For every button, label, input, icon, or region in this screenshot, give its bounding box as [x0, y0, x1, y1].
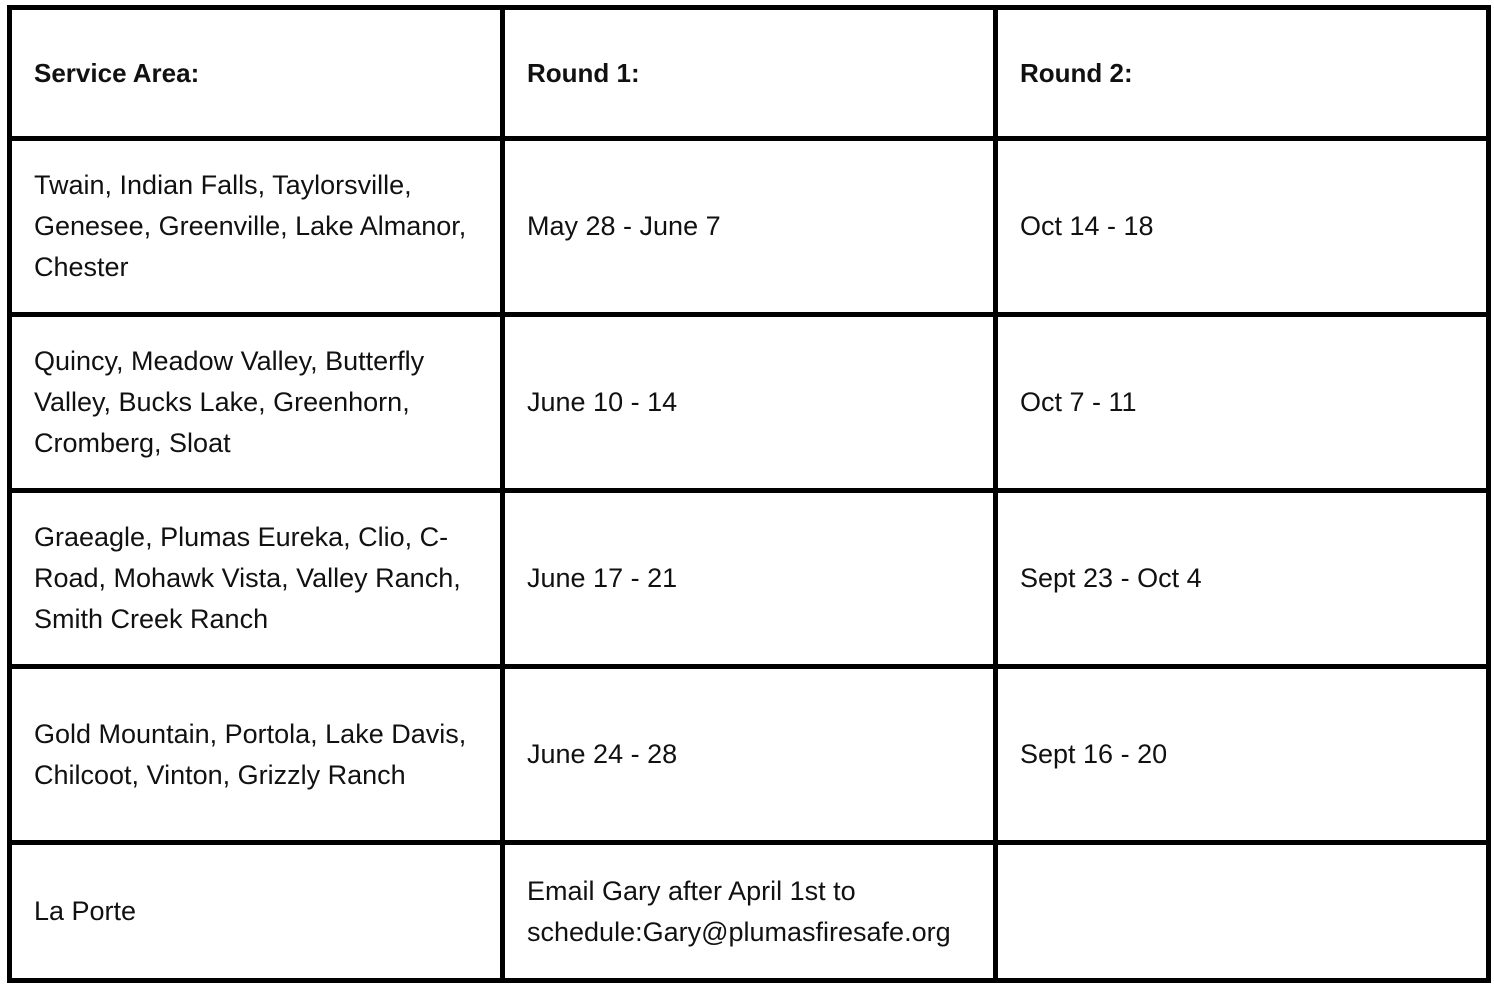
round-2-text: Oct 14 - 18 [1020, 211, 1154, 241]
service-area-cell [10, 491, 503, 667]
service-area-text: Gold Mountain, Portola, Lake Davis, Chilcoot, Vinton, Grizzly Ranch [34, 718, 467, 790]
round-2-cell [996, 491, 1489, 667]
schedule-table [7, 5, 1491, 983]
service-area-cell [10, 843, 503, 981]
round-2-cell [996, 843, 1489, 981]
service-area-cell [10, 315, 503, 491]
round-1-cell [503, 843, 996, 981]
header-row [10, 8, 1489, 139]
round-1-text: May 28 - June 7 [527, 211, 721, 241]
header-round-1-label: Round 1: [527, 57, 640, 88]
round-1-text: June 24 - 28 [527, 739, 678, 769]
table-row [10, 139, 1489, 315]
service-area-text: Quincy, Meadow Valley, Butterfly Valley, Bucks Lake, Greenhorn, Cromberg, Sloat [34, 346, 425, 458]
table-row [10, 843, 1489, 981]
round-2-cell [996, 667, 1489, 843]
service-area-cell [10, 139, 503, 315]
round-2-text: Sept 16 - 20 [1020, 739, 1168, 769]
table-row [10, 315, 1489, 491]
round-1-cell [503, 491, 996, 667]
service-area-text: Graeagle, Plumas Eureka, Clio, C-Road, Mohawk Vista, Valley Ranch, Smith Creek Ranch [34, 522, 461, 634]
round-2-text: Sept 23 - Oct 4 [1020, 563, 1202, 593]
round-1-cell [503, 667, 996, 843]
round-2-cell [996, 315, 1489, 491]
table-row [10, 667, 1489, 843]
service-area-cell [10, 667, 503, 843]
round-2-text: Oct 7 - 11 [1020, 387, 1137, 417]
round-1-cell [503, 139, 996, 315]
round-1-text: June 10 - 14 [527, 387, 678, 417]
header-round-1 [503, 8, 996, 139]
header-round-2-label: Round 2: [1020, 57, 1133, 88]
header-round-2 [996, 8, 1489, 139]
header-service-area-label: Service Area: [34, 57, 200, 88]
round-2-cell [996, 139, 1489, 315]
round-1-text: Email Gary after April 1st to schedule:Gary@plumasfiresafe.org [527, 875, 951, 947]
service-area-text: Twain, Indian Falls, Taylorsville, Genesee, Greenville, Lake Almanor, Chester [34, 170, 467, 282]
round-1-cell [503, 315, 996, 491]
round-1-text: June 17 - 21 [527, 563, 678, 593]
table-row [10, 491, 1489, 667]
service-area-text: La Porte [34, 896, 137, 926]
header-service-area [10, 8, 503, 139]
